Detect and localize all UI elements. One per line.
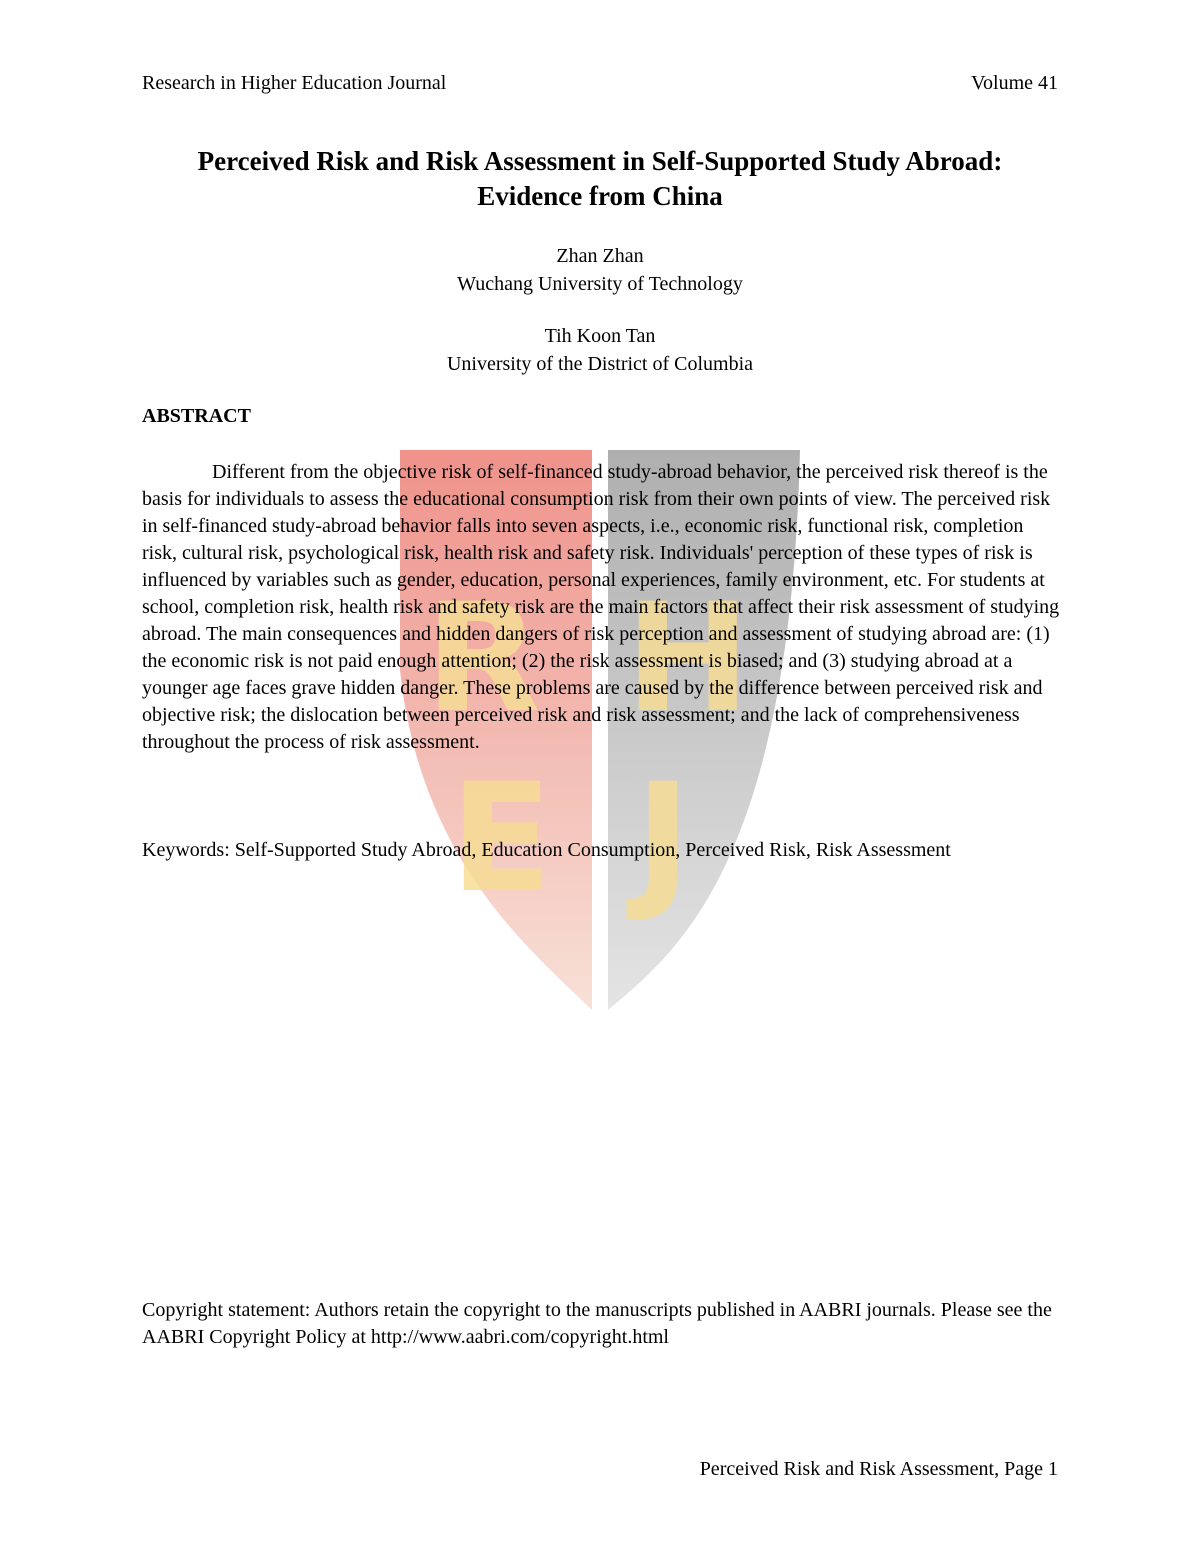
author-block bbox=[142, 242, 1058, 298]
author-name: Tih Koon Tan bbox=[544, 325, 656, 347]
volume-label: Volume 41 bbox=[971, 72, 1058, 94]
paper-title: Perceived Risk and Risk Assessment in Self-Supported Study Abroad: Evidence from China bbox=[197, 146, 1003, 211]
copyright-statement: Copyright statement: Authors retain the copyright to the manuscripts published in AABRI journals. Please see the AABRI Copyright Policy at http://www.aabri.com/copyright.html bbox=[142, 1299, 1052, 1348]
journal-name: Research in Higher Education Journal bbox=[142, 72, 447, 94]
watermark-letter-r: R bbox=[425, 572, 541, 746]
abstract-heading: ABSTRACT bbox=[142, 405, 251, 427]
watermark-letter-e: E bbox=[450, 752, 553, 926]
page-footer: Perceived Risk and Risk Assessment, Page 1 bbox=[699, 1458, 1058, 1480]
author-affiliation: University of the District of Columbia bbox=[446, 353, 754, 375]
author-block bbox=[142, 322, 1058, 378]
watermark-letter-h: H bbox=[625, 572, 751, 746]
keywords: Keywords: Self-Supported Study Abroad, Education Consumption, Perceived Risk, Risk Assessment bbox=[142, 839, 951, 861]
author-name: Zhan Zhan bbox=[556, 245, 644, 267]
watermark-letter-j: J bbox=[635, 752, 691, 926]
author-affiliation: Wuchang University of Technology bbox=[457, 273, 743, 295]
abstract-body: Different from the objective risk of self-financed study-abroad behavior, the perceived risk thereof is the basis for individuals to assess the educational consumption risk from their own points of view. The perceived risk in self-financed study-abroad behavior falls into seven aspects, i.e., economic risk, functional risk, completion risk, cultural risk, psychological risk, health risk and safety risk. Individuals' perception of these types of risk is influenced by variables such as gender, education, personal experiences, family environment, etc. For students at school, completion risk, health risk and safety risk are the main factors that affect their risk assessment of studying abroad. The main consequences and hidden dangers of risk perception and assessment of studying abroad are: (1) the economic risk is not paid enough attention; (2) the risk assessment is biased; and (3) studying abroad at a younger age faces grave hidden danger. These problems are caused by the difference between perceived risk and objective risk; the dislocation between perceived risk and risk assessment; and the lack of comprehensiveness throughout the process of risk assessment. bbox=[142, 461, 1060, 753]
